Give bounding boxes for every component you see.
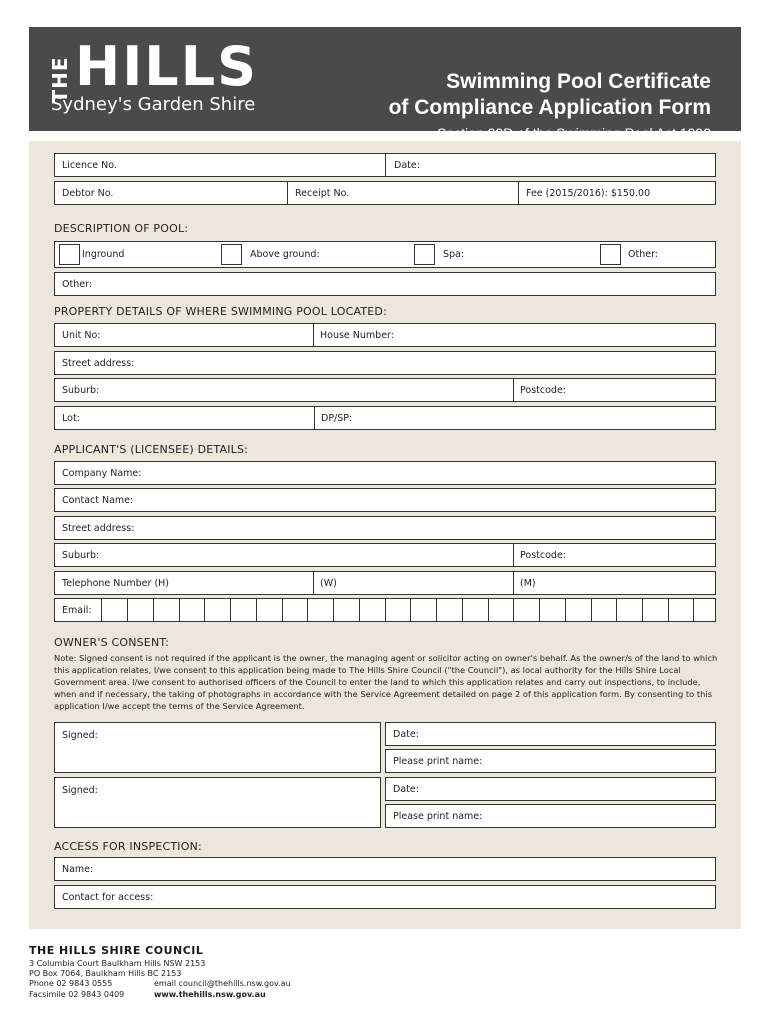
consent-print-name-1[interactable]: Please print name:	[385, 749, 716, 773]
inground-label: Inground	[82, 249, 125, 260]
email-row	[54, 598, 716, 622]
applicant-suburb-field[interactable]: Suburb:	[62, 549, 100, 561]
above-ground-label: Above ground:	[250, 249, 320, 260]
office-row-1	[54, 153, 716, 177]
access-contact-field[interactable]: Contact for access:	[54, 885, 716, 909]
form-title-line2: of Compliance Application Form	[388, 96, 711, 119]
form-title-line1: Swimming Pool Certificate	[446, 70, 711, 93]
applicant-row-suburb	[54, 543, 716, 567]
footer-phone: Phone 02 9843 0555	[29, 979, 113, 988]
receipt-field[interactable]: Receipt No.	[295, 187, 350, 199]
footer-fax: Facsimile 02 9843 0409	[29, 990, 125, 999]
consent-date-2[interactable]: Date:	[385, 777, 716, 801]
house-number-field[interactable]: House Number:	[320, 329, 394, 341]
applicant-heading: APPLICANT'S (LICENSEE) DETAILS:	[54, 443, 249, 456]
pool-other-field[interactable]: Other:	[54, 272, 716, 296]
applicant-row-phone	[54, 571, 716, 595]
property-postcode-field[interactable]: Postcode:	[520, 384, 566, 396]
logo-tagline: Sydney's Garden Shire	[51, 94, 256, 115]
property-row-suburb	[54, 378, 716, 402]
property-suburb-field[interactable]: Suburb:	[62, 384, 100, 396]
footer-website[interactable]: www.thehills.nsw.gov.au	[154, 990, 266, 999]
lot-field[interactable]: Lot:	[62, 412, 80, 424]
consent-print-name-2[interactable]: Please print name:	[385, 804, 716, 828]
dpsp-field[interactable]: DP/SP:	[321, 412, 353, 424]
footer-address-2: PO Box 7064, Baulkham Hills BC 2153	[29, 969, 182, 978]
footer-email[interactable]: email council@thehills.nsw.gov.au	[154, 979, 291, 988]
above-ground-checkbox[interactable]	[221, 244, 242, 265]
company-field[interactable]: Company Name:	[54, 461, 716, 485]
spa-label: Spa:	[443, 249, 465, 260]
fee-field: Fee (2015/2016): $150.00	[526, 187, 651, 199]
spa-checkbox[interactable]	[414, 244, 435, 265]
header-banner	[29, 27, 741, 141]
email-label: Email:	[62, 604, 92, 616]
applicant-street-field[interactable]: Street address:	[54, 516, 716, 540]
office-row-2	[54, 181, 716, 205]
property-row-lot	[54, 406, 716, 430]
property-heading: PROPERTY DETAILS OF WHERE SWIMMING POOL LOCATED:	[54, 305, 387, 318]
logo-the: THE	[48, 56, 72, 104]
access-heading: ACCESS FOR INSPECTION:	[54, 840, 202, 853]
consent-heading: OWNER'S CONSENT:	[54, 636, 170, 649]
form-subtitle: Section 22D of the Swimming Pool Act 1992	[437, 125, 711, 141]
property-row-unit	[54, 323, 716, 347]
phone-mobile-field[interactable]: (M)	[520, 577, 536, 589]
signature-box-2[interactable]: Signed:	[54, 777, 381, 828]
logo-hills: HILLS	[75, 35, 258, 98]
applicant-postcode-field[interactable]: Postcode:	[520, 549, 566, 561]
other-check-label: Other:	[628, 249, 659, 260]
phone-work-field[interactable]: (W)	[320, 577, 337, 589]
other-checkbox[interactable]	[600, 244, 621, 265]
consent-date-1[interactable]: Date:	[385, 722, 716, 746]
licence-field[interactable]: Licence No.	[62, 159, 117, 171]
contact-name-field[interactable]: Contact Name:	[54, 488, 716, 512]
office-date-field[interactable]: Date:	[394, 159, 420, 171]
consent-note: Note: Signed consent is not required if the applicant is the owner, the managing agent or solicitor acting on owner's behalf. As the owner/s of the land to which this application relates, I/we consent to this application being made to The Hills Shire Council ("the Council"), as local authority for the Hills Shire Local Government area. I/we consent to authorised officers of the Council to enter the land to which this application relates and carry out inspections, to include, when and if necessary, the taking of photographs in accordance with the Service Agreement detailed on page 2 of this application form. By consenting to this application I/we accept the terms of the Service Agreement.	[54, 653, 718, 711]
pool-type-row	[54, 241, 716, 268]
phone-home-field[interactable]: Telephone Number (H)	[62, 577, 170, 589]
signature-box-1[interactable]: Signed:	[54, 722, 381, 773]
access-name-field[interactable]: Name:	[54, 857, 716, 881]
property-street-field[interactable]: Street address:	[54, 351, 716, 375]
footer-council-name: THE HILLS SHIRE COUNCIL	[29, 944, 204, 957]
debtor-field[interactable]: Debtor No.	[62, 187, 114, 199]
unit-field[interactable]: Unit No:	[62, 329, 101, 341]
pool-heading: DESCRIPTION OF POOL:	[54, 222, 189, 235]
footer-address-1: 3 Columbia Court Baulkham Hills NSW 2153	[29, 959, 206, 968]
